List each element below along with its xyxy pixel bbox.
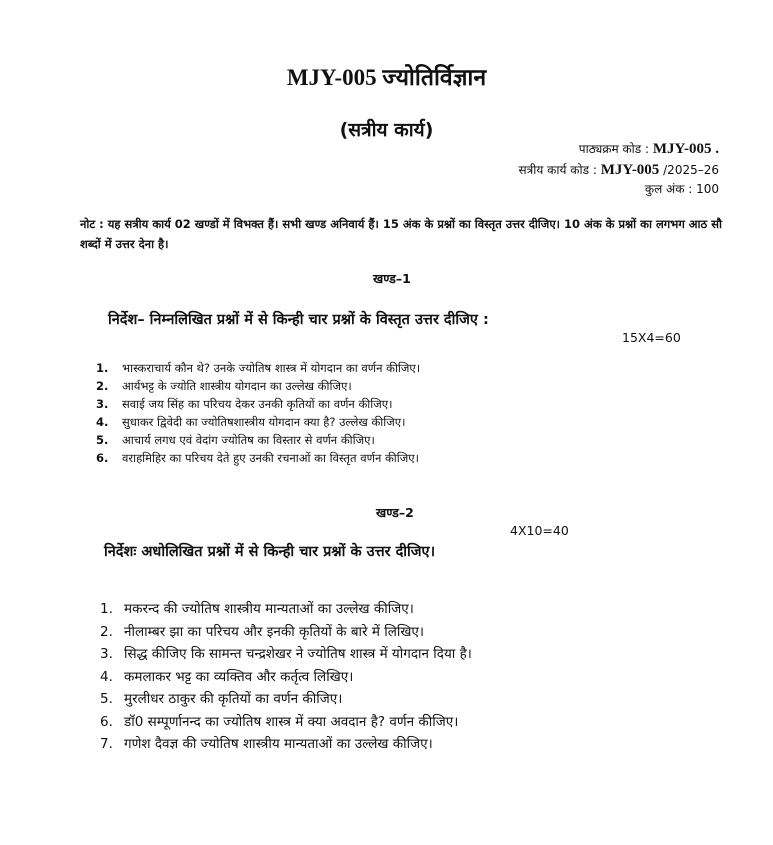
list-item: 4. कमलाकर भट्ट का व्यक्तिव और कर्तृत्व लिखिए। — [100, 668, 354, 685]
assignment-code-label: सत्रीय कार्य कोड : — [518, 163, 597, 177]
course-code-line — [579, 140, 719, 158]
section-1-questions — [96, 359, 420, 467]
list-item: 6. डॉ0 सम्पूर्णानन्द का ज्योतिष शास्त्र में क्या अवदान है? वर्णन कीजिए। — [100, 713, 459, 730]
assignment-code-line — [519, 161, 719, 179]
list-item: 1. मकरन्द की ज्योतिष शास्त्रीय मान्यताओं का उल्लेख कीजिए। — [100, 601, 414, 617]
section-2-heading: खण्ड–2 — [376, 505, 414, 520]
total-marks: कुल अंक : 100 — [644, 182, 719, 196]
session: /2025–26 — [663, 163, 719, 177]
list-item: 3. सवाई जय सिंह का परिचय देकर उनकी कृतियों का वर्णन कीजिए। — [96, 397, 393, 411]
course-code-label: पाठ्यक्रम कोड : — [578, 142, 650, 156]
list-item: 2. नीलाम्बर झा का परिचय और इनकी कृतियों के बारे में लिखिए। — [100, 623, 424, 640]
list-item: 1. भास्कराचार्य कौन थे? उनके ज्योतिष शास्त्र में योगदान का वर्णन कीजिए। — [96, 361, 421, 375]
document-subtitle: (सत्रीय कार्य) — [339, 119, 434, 141]
section-1-instruction: निर्देश– निम्नलिखित प्रश्नों में से किन्ही चार प्रश्नों के विस्तृत उत्तर दीजिए : — [108, 312, 489, 328]
list-item: 5. मुरलीधर ठाकुर की कृतियों का वर्णन कीजिए। — [100, 691, 343, 707]
list-item: 3. सिद्ध कीजिए कि सामन्त चन्द्रशेखर ने ज्योतिष शास्त्र में योगदान दिया है। — [100, 646, 472, 662]
section-2-instruction: निर्देशः अधोलिखित प्रश्नों में से किन्ही चार प्रश्नों के उत्तर दीजिए। — [104, 544, 436, 560]
section-1-heading: खण्ड–1 — [373, 271, 411, 286]
course-code: MJY-005 . — [652, 141, 719, 157]
assignment-code: MJY-005 — [600, 162, 660, 178]
list-item: 2. आर्यभट्ट के ज्योति शास्त्रीय योगदान का उल्लेख कीजिए। — [96, 379, 352, 393]
note: नोट : यह सत्रीय कार्य 02 खण्डों में विभक्त हैं। सभी खण्ड अनिवार्य हैं। 15 अंक के प्रश्नों का विस्तृत उत्तर दीजिए। 10 अंक के प्रश्नों का लगभग आठ सौ शब्दों में उत्तर देना है। — [80, 217, 722, 251]
list-item: 7. गणेश दैवज्ञ की ज्योतिष शास्त्रीय मान्यताओं का उल्लेख कीजिए। — [100, 736, 433, 752]
section-2-questions — [100, 598, 472, 756]
document-title: MJY-005 ज्योतिर्विज्ञान — [286, 65, 487, 90]
section-2-marks: 4X10=40 — [510, 523, 569, 538]
list-item: 5. आचार्य लगध एवं वेदांग ज्योतिष का विस्तार से वर्णन कीजिए। — [96, 433, 375, 447]
list-item: 6. वराहमिहिर का परिचय देते हुए उनकी रचनाओं का विस्तृत वर्णन कीजिए। — [96, 451, 420, 465]
list-item: 4. सुधाकर द्विवेदी का ज्योतिषशास्त्रीय योगदान क्या है? उल्लेख कीजिए। — [96, 415, 406, 429]
section-1-marks: 15X4=60 — [622, 330, 681, 345]
